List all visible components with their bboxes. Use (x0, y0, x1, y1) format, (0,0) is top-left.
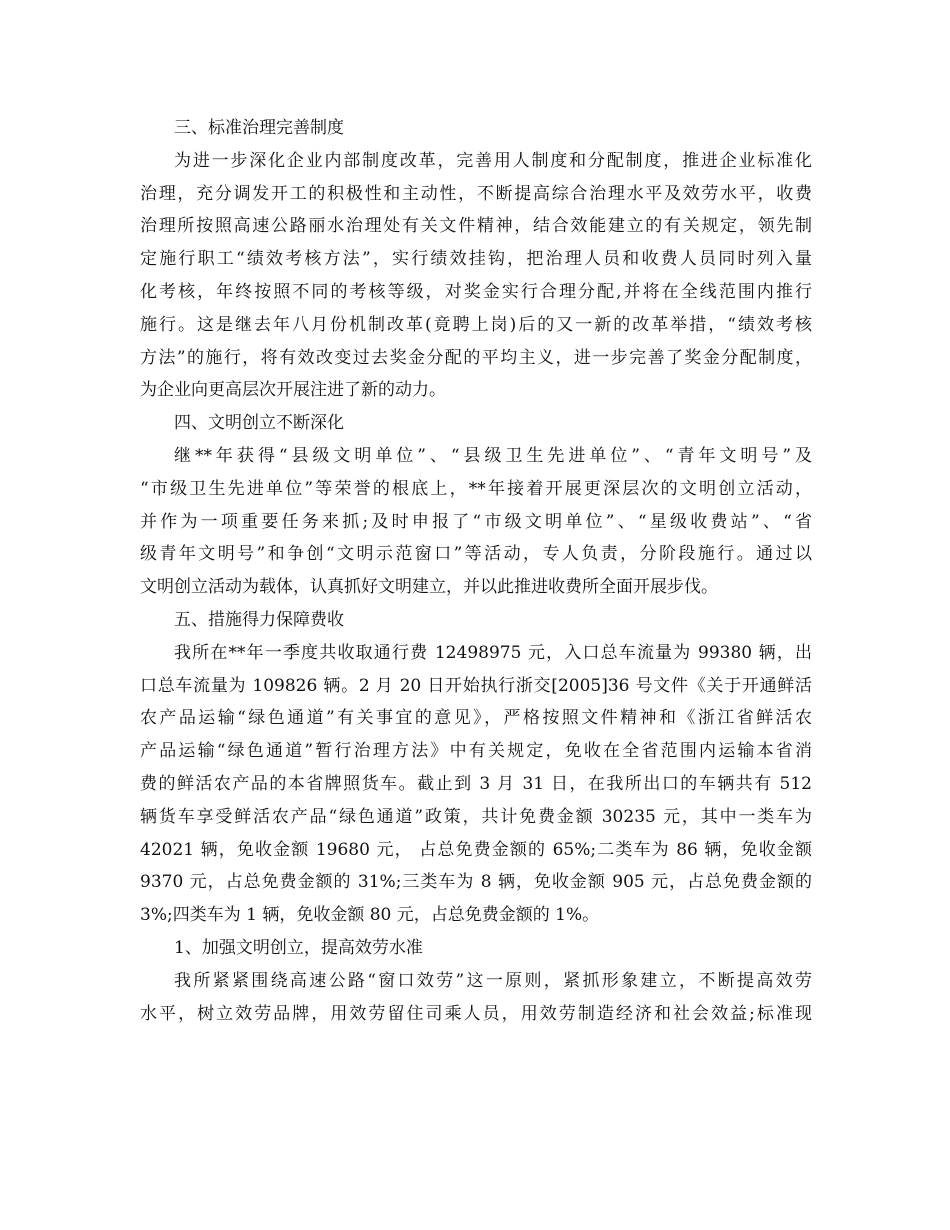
section-heading: 1、加强文明创立，提高效劳水准 (174, 937, 423, 958)
paragraph-line: 口总车流量为 109826 辆。2 月 20 日开始执行浙交[2005]36 号文件《关于开通鲜活 (140, 675, 812, 696)
paragraph-line: 治理所按照高速公路丽水治理处有关文件精神，结合效能建立的有关规定，领先制 (140, 216, 812, 237)
paragraph-line: 产品运输“绿色通道”暂行治理方法》中有关规定，免收在全省范围内运输本省消 (140, 741, 812, 762)
paragraph-line: 我所在**年一季度共收取通行费 12498975 元，入口总车流量为 99380 辆，出 (174, 642, 812, 663)
paragraph-line: 继**年获得“县级文明单位”、“县级卫生先进单位”、“青年文明号”及 (174, 445, 812, 466)
section-heading: 四、文明创立不断深化 (174, 413, 344, 434)
paragraph-line: 费的鲜活农产品的本省牌照货车。截止到 3 月 31 日，在我所出口的车辆共有 512 (140, 773, 812, 794)
paragraph-line: “市级卫生先进单位”等荣誉的根底上，**年接着开展更深层次的文明创立活动， (140, 478, 812, 499)
paragraph-line: 9370 元，占总免费金额的 31%;三类车为 8 辆，免收金额 905 元，占总免费金额的 (140, 872, 812, 893)
paragraph-line: 化考核，年终按照不同的考核等级，对奖金实行合理分配,并将在全线范围内推行 (140, 281, 812, 302)
paragraph-line: 并作为一项重要任务来抓;及时申报了“市级文明单位”、“星级收费站”、“省 (140, 511, 812, 532)
paragraph-line: 级青年文明号”和争创“文明示范窗口”等活动，专人负责，分阶段施行。通过以 (140, 544, 812, 565)
paragraph-line: 为进一步深化企业内部制度改革，完善用人制度和分配制度，推进企业标准化 (174, 150, 812, 171)
paragraph-line: 为企业向更高层次开展注进了新的动力。 (140, 380, 446, 401)
section-heading: 五、措施得力保障费收 (174, 609, 344, 630)
paragraph-line: 我所紧紧围绕高速公路“窗口效劳”这一原则，紧抓形象建立，不断提高效劳 (174, 970, 812, 991)
section-heading: 三、标准治理完善制度 (174, 118, 344, 138)
paragraph-line: 文明创立活动为载体，认真抓好文明建立，并以此推进收费所全面开展步伐。 (140, 577, 718, 598)
document-page (140, 112, 812, 1030)
paragraph-line: 治理，充分调发开工的积极性和主动性，不断提高综合治理水平及效劳水平，收费 (140, 183, 812, 204)
paragraph-line: 水平，树立效劳品牌，用效劳留住司乘人员，用效劳制造经济和社会效益;标准现 (140, 1003, 812, 1024)
paragraph-line: 辆货车享受鲜活农产品“绿色通道”政策，共计免费金额 30235 元，其中一类车为 (140, 806, 812, 827)
paragraph-line: 定施行职工“绩效考核方法”，实行绩效挂钩，把治理人员和收费人员同时列入量 (140, 249, 812, 270)
paragraph-line: 施行。这是继去年八月份机制改革(竟聘上岗)后的又一新的改革举措，“绩效考核 (140, 314, 812, 335)
paragraph-line: 方法”的施行，将有效改变过去奖金分配的平均主义，进一步完善了奖金分配制度， (140, 347, 812, 368)
paragraph-line: 42021 辆，免收金额 19680 元， 占总免费金额的 65%;二类车为 86 辆，免收金额 (140, 839, 812, 860)
paragraph-line: 农产品运输“绿色通道”有关事宜的意见》，严格按照文件精神和《浙江省鲜活农 (140, 708, 812, 729)
paragraph-line: 3%;四类车为 1 辆，免收金额 80 元，占总免费金额的 1%。 (140, 905, 600, 926)
